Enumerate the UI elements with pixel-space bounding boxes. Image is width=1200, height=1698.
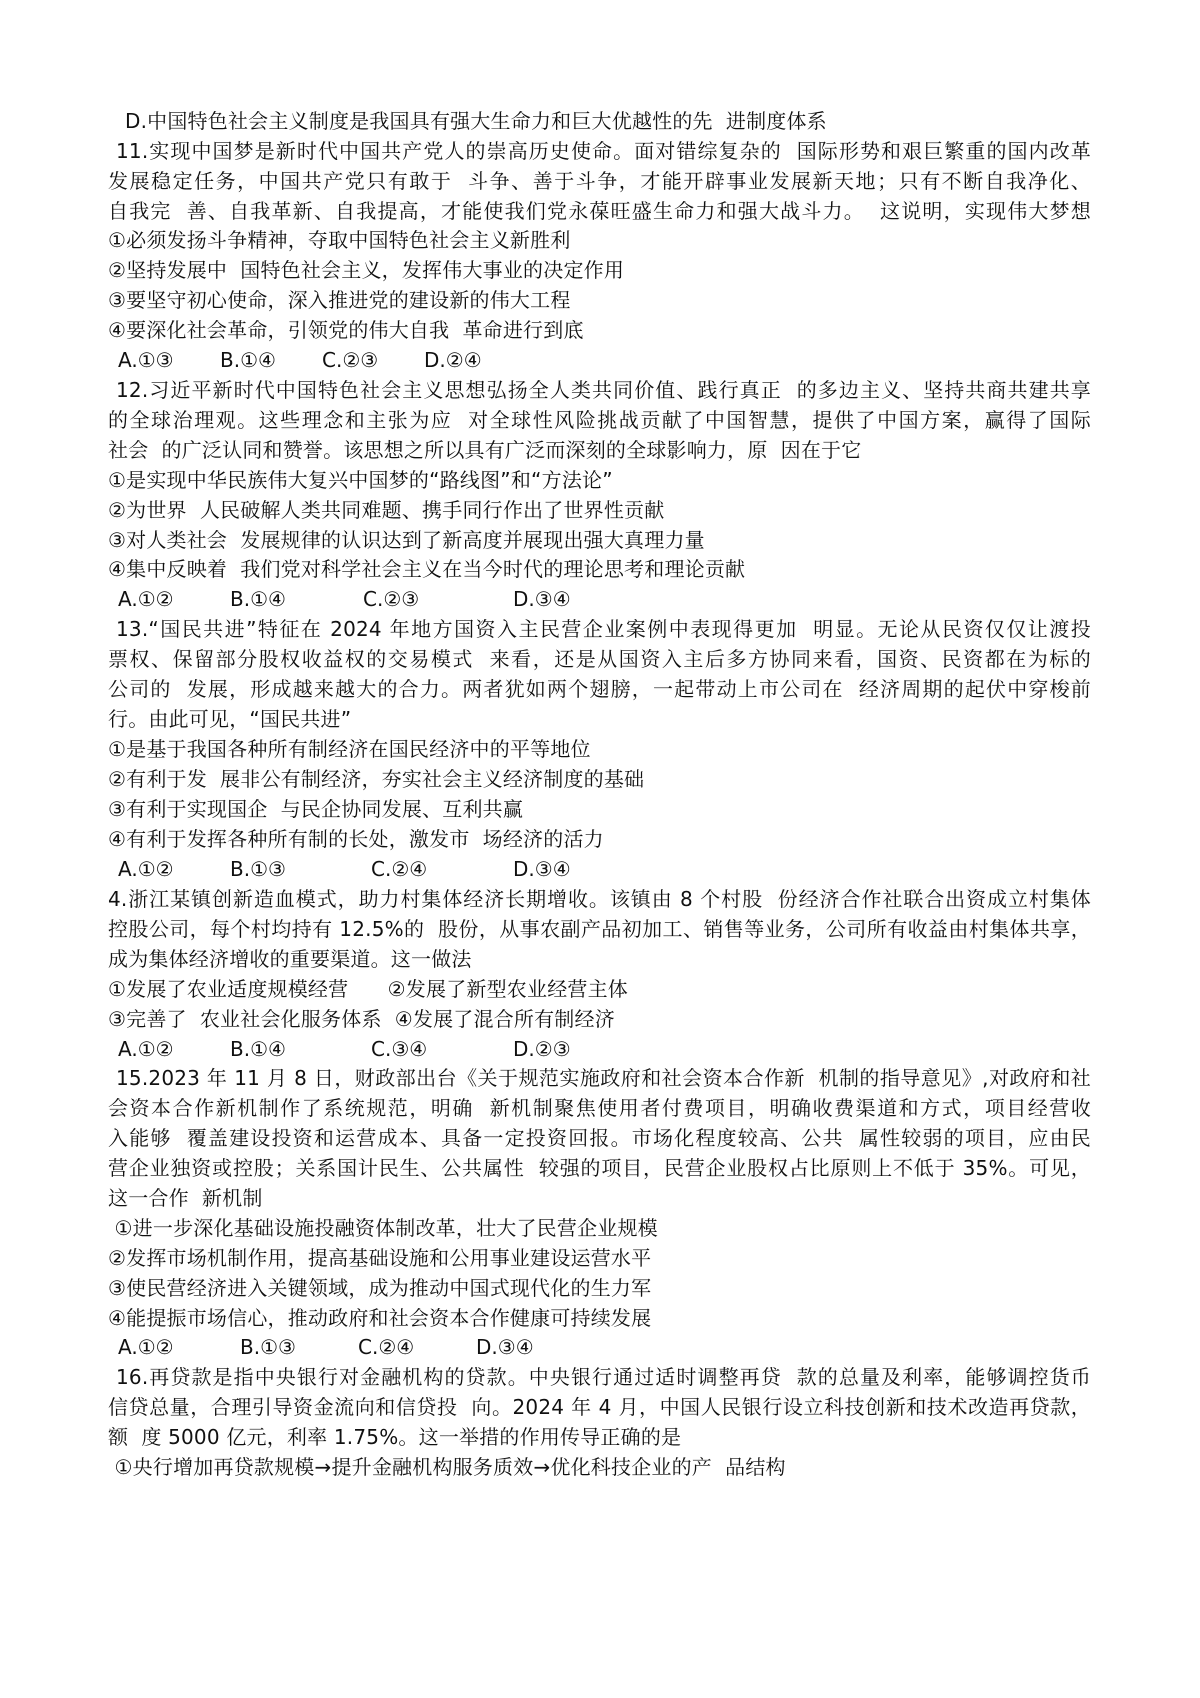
- statement-line: ③完善了 农业社会化服务体系 ④发展了混合所有制经济: [108, 1007, 615, 1031]
- statement-line: ③有利于实现国企 与民企协同发展、互利共赢: [108, 797, 524, 821]
- statement-line: ③使民营经济进入关键领域，成为推动中国式现代化的生力军: [108, 1276, 652, 1300]
- statement-line: ④集中反映着 我们党对科学社会主义在当今时代的理论思考和理论贡献: [108, 557, 746, 581]
- answer-option-a[interactable]: A.①②: [118, 587, 174, 611]
- answer-option-c[interactable]: C.③④: [371, 1037, 428, 1061]
- statement-line: ②发挥市场机制作用，提高基础设施和公用事业建设运营水平: [108, 1246, 652, 1270]
- statement-line: ①发展了农业适度规模经营 ②发展了新型农业经营主体: [108, 977, 629, 1001]
- answer-option-c[interactable]: C.②③: [322, 348, 379, 372]
- question-stem-line: 额 度 5000 亿元，利率 1.75%。这一举措的作用传导正确的是: [108, 1425, 682, 1449]
- question-stem-line: 11.实现中国梦是新时代中国共产党人的崇高历史使命。面对错综复杂的 国际形势和艰巨繁重的国内改革: [116, 139, 1091, 163]
- answer-option-c[interactable]: C.②④: [371, 857, 428, 881]
- question-stem-line: 票权、保留部分股权收益权的交易模式 来看，还是从国资入主后多方协同来看，国资、民资都在为标的: [108, 647, 1091, 671]
- answer-option-c[interactable]: C.②④: [358, 1335, 415, 1359]
- question-stem-line: 行。由此可见，“国民共进”: [108, 707, 352, 731]
- question-stem-line: 成为集体经济增收的重要渠道。这一做法: [108, 947, 472, 971]
- answer-option-d[interactable]: D.②④: [424, 348, 482, 372]
- answer-options: [118, 856, 571, 882]
- question-stem-line: 发展稳定任务，中国共产党只有敢于 斗争、善于斗争，才能开辟事业发展新天地；只有不断自我净化、: [108, 169, 1091, 193]
- question-stem-line: 13.“国民共进”特征在 2024 年地方国资入主民营企业案例中表现得更加 明显。无论从民资仅仅让渡投: [116, 617, 1091, 641]
- statement-line: ②有利于发 展非公有制经济，夯实社会主义经济制度的基础: [108, 767, 645, 791]
- question-stem-line: 自我完 善、自我革新、自我提高，才能使我们党永葆旺盛生命力和强大战斗力。 这说明，实现伟大梦想: [108, 199, 1091, 223]
- question-stem-line: 的全球治理观。这些理念和主张为应 对全球性风险挑战贡献了中国智慧，提供了中国方案，赢得了国际: [108, 408, 1091, 432]
- answer-option-b[interactable]: B.①④: [230, 587, 286, 611]
- question-stem-line: 入能够 覆盖建设投资和运营成本、具备一定投资回报。市场化程度较高、公共 属性较弱的项目，应由民: [108, 1126, 1091, 1150]
- question-stem-line: 会资本合作新机制作了系统规范，明确 新机制聚焦使用者付费项目，明确收费渠道和方式，项目经营收: [108, 1096, 1091, 1120]
- answer-options: [118, 1036, 571, 1062]
- statement-line: ①央行增加再贷款规模→提升金融机构服务质效→优化科技企业的产 品结构: [108, 1455, 786, 1479]
- statement-line: ③要坚守初心使命，深入推进党的建设新的伟大工程: [108, 288, 571, 312]
- answer-option-b[interactable]: B.①④: [230, 1037, 286, 1061]
- question-stem-line: 16.再贷款是指中央银行对金融机构的贷款。中央银行通过适时调整再贷 款的总量及利率，能够调控货币: [116, 1365, 1091, 1389]
- answer-option-b[interactable]: B.①③: [240, 1335, 296, 1359]
- answer-option-d[interactable]: D.③④: [513, 587, 571, 611]
- statement-line: ④有利于发挥各种所有制的长处，激发市 场经济的活力: [108, 827, 604, 851]
- question-stem-line: 控股公司，每个村均持有 12.5%的 股份，从事农副产品初加工、销售等业务，公司所有收益由村集体共享，: [108, 917, 1091, 941]
- statement-line: ③对人类社会 发展规律的认识达到了新高度并展现出强大真理力量: [108, 528, 705, 552]
- statement-line: ④要深化社会革命，引领党的伟大自我 革命进行到底: [108, 318, 584, 342]
- question-stem-line: 12.习近平新时代中国特色社会主义思想弘扬全人类共同价值、践行真正 的多边主义、坚持共商共建共享: [116, 378, 1091, 402]
- answer-option-a[interactable]: A.①②: [118, 1335, 174, 1359]
- question-stem-line: 15.2023 年 11 月 8 日，财政部出台《关于规范实施政府和社会资本合作新 机制的指导意见》,对政府和社: [116, 1066, 1091, 1090]
- question-stem-line: 营企业独资或控股；关系国计民生、公共属性 较强的项目，民营企业股权占比原则上不低于 35%。可见，: [108, 1156, 1091, 1180]
- answer-option-b[interactable]: B.①③: [230, 857, 286, 881]
- answer-option-a[interactable]: A.①②: [118, 1037, 174, 1061]
- question-stem-line: 信贷总量，合理引导资金流向和信贷投 向。2024 年 4 月，中国人民银行设立科技创新和技术改造再贷款，: [108, 1395, 1091, 1419]
- question-stem-line: 公司的 发展，形成越来越大的合力。两者犹如两个翅膀，一起带动上市公司在 经济周期的起伏中穿梭前: [108, 677, 1091, 701]
- answer-options: [118, 347, 482, 373]
- answer-options: [118, 586, 571, 612]
- statement-line: ①进一步深化基础设施投融资体制改革，壮大了民营企业规模: [108, 1216, 658, 1240]
- statement-line: ①是实现中华民族伟大复兴中国梦的“路线图”和“方法论”: [108, 468, 613, 492]
- question-stem-line: 4.浙江某镇创新造血模式，助力村集体经济长期增收。该镇由 8 个村股 份经济合作社联合出资成立村集体: [108, 887, 1091, 911]
- answer-options: [118, 1334, 534, 1360]
- answer-option-d[interactable]: D.②③: [513, 1037, 571, 1061]
- statement-line: ②坚持发展中 国特色社会主义，发挥伟大事业的决定作用: [108, 258, 625, 282]
- statement-line: ④能提振市场信心，推动政府和社会资本合作健康可持续发展: [108, 1306, 652, 1330]
- answer-option-d[interactable]: D.③④: [476, 1335, 534, 1359]
- answer-option-b[interactable]: B.①④: [220, 348, 276, 372]
- answer-option-c[interactable]: C.②③: [363, 587, 420, 611]
- option-line: D.中国特色社会主义制度是我国具有强大生命力和巨大优越性的先 进制度体系: [125, 109, 827, 133]
- question-stem-line: 这一合作 新机制: [108, 1186, 263, 1210]
- answer-option-d[interactable]: D.③④: [513, 857, 571, 881]
- answer-option-a[interactable]: A.①②: [118, 857, 174, 881]
- answer-option-a[interactable]: A.①③: [118, 348, 174, 372]
- question-stem-line: 社会 的广泛认同和赞誉。该思想之所以具有广泛而深刻的全球影响力，原 因在于它: [108, 438, 862, 462]
- statement-line: ①必须发扬斗争精神，夺取中国特色社会主义新胜利: [108, 228, 571, 252]
- statement-line: ①是基于我国各种所有制经济在国民经济中的平等地位: [108, 737, 591, 761]
- statement-line: ②为世界 人民破解人类共同难题、携手同行作出了世界性贡献: [108, 498, 665, 522]
